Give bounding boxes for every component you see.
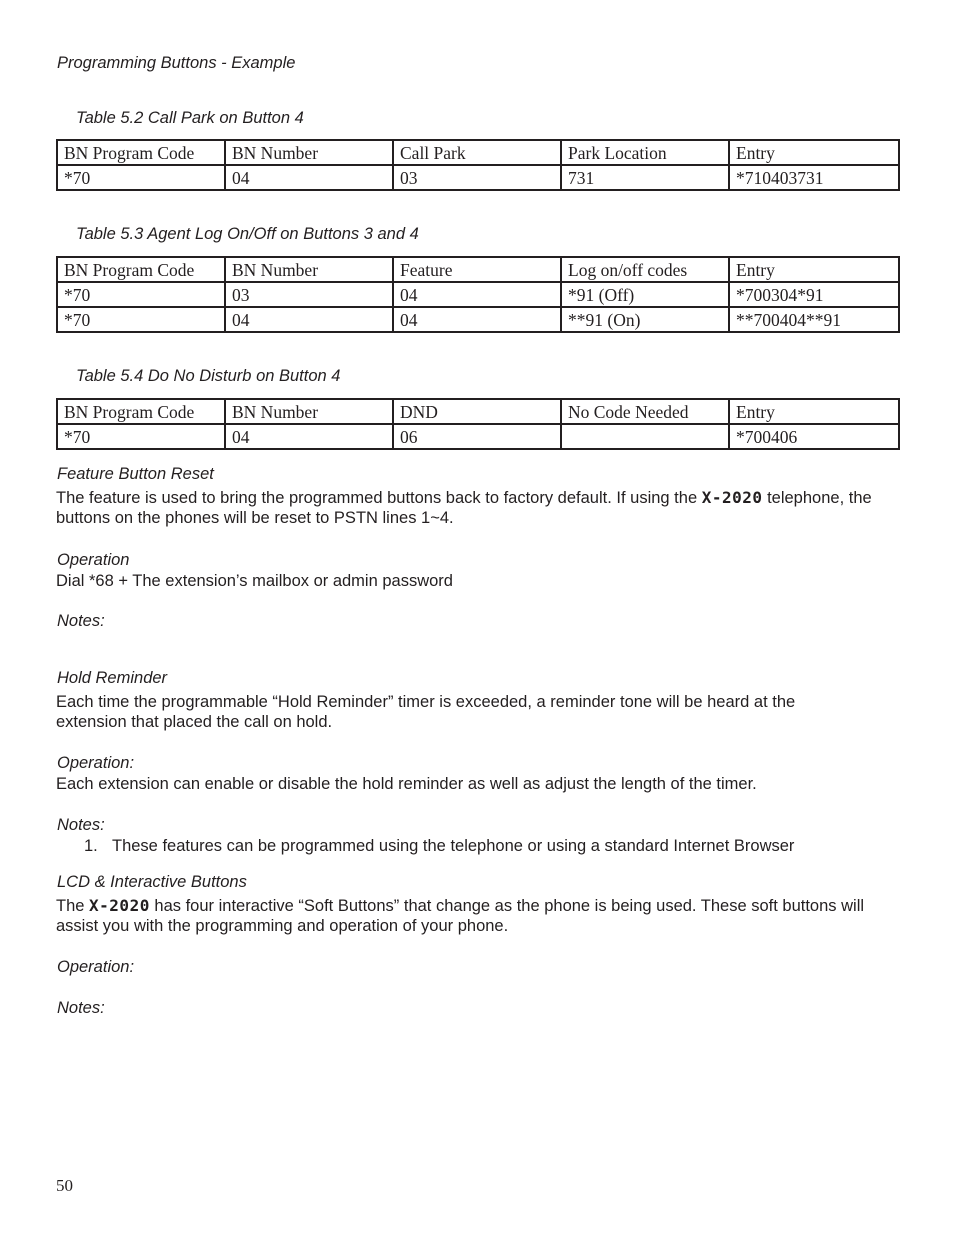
table-5-4-caption: Table 5.4 Do No Disturb on Button 4 — [76, 367, 341, 385]
header-cell: Park Location — [561, 140, 729, 165]
hold-reminder-text: Each time the programmable “Hold Reminder” timer is exceeded, a reminder tone will be heard at the extension that placed the call on hold. — [56, 693, 796, 731]
table-cell: 03 — [393, 165, 561, 190]
table-cell: *710403731 — [729, 165, 899, 190]
header-cell: Entry — [729, 140, 899, 165]
table-row — [57, 307, 899, 332]
operation-text: Each extension can enable or disable the hold reminder as well as adjust the length of the timer. — [56, 775, 757, 793]
table-5-2-caption: Table 5.2 Call Park on Button 4 — [76, 109, 304, 127]
table-cell: *70 — [57, 165, 225, 190]
table-cell: **700404**91 — [729, 307, 899, 332]
notes-heading: Notes: — [57, 816, 105, 834]
feature-button-reset-heading: Feature Button Reset — [57, 465, 214, 483]
table-cell: **91 (On) — [561, 307, 729, 332]
page-header: Programming Buttons - Example — [57, 54, 296, 72]
table-cell: *70 — [57, 282, 225, 307]
header-cell: BN Number — [225, 257, 393, 282]
table-cell: *70 — [57, 424, 225, 449]
header-cell: Entry — [729, 399, 899, 424]
table-cell: 04 — [393, 307, 561, 332]
table-5-4 — [56, 398, 900, 450]
table-cell: 03 — [225, 282, 393, 307]
hold-reminder-heading: Hold Reminder — [57, 669, 168, 687]
table-cell: 04 — [225, 424, 393, 449]
lcd-buttons-text-a: The — [56, 897, 90, 915]
header-cell: Feature — [393, 257, 561, 282]
table-5-3 — [56, 256, 900, 333]
header-cell: Log on/off codes — [561, 257, 729, 282]
table-cell: *700304*91 — [729, 282, 899, 307]
model-name: X-2020 — [701, 488, 763, 507]
table-cell: 731 — [561, 165, 729, 190]
page-number: 50 — [56, 1176, 73, 1195]
feature-button-reset-text-a: The feature is used to bring the programmed buttons back to factory default. If using the — [56, 489, 702, 507]
lcd-buttons-text — [56, 896, 886, 936]
notes-heading: Notes: — [57, 999, 105, 1017]
table-cell: 04 — [225, 165, 393, 190]
operation-heading: Operation: — [57, 958, 135, 976]
header-cell: DND — [393, 399, 561, 424]
table-5-3-caption: Table 5.3 Agent Log On/Off on Buttons 3 and 4 — [76, 225, 419, 243]
feature-button-reset-text-b: telephone, the buttons on the phones will be reset to PSTN lines 1~4. — [56, 489, 872, 527]
note-text: These features can be programmed using the telephone or using a standard Internet Browser — [112, 837, 795, 855]
table-cell: *700406 — [729, 424, 899, 449]
lcd-buttons-text-b: has four interactive “Soft Buttons” that change as the phone is being used. These soft buttons will assist you with the programming and operation of your phone. — [56, 897, 865, 935]
lcd-buttons-heading: LCD & Interactive Buttons — [57, 873, 247, 891]
table-cell: *70 — [57, 307, 225, 332]
header-cell: BN Number — [225, 140, 393, 165]
table-cell: 04 — [393, 282, 561, 307]
table-cell: 06 — [393, 424, 561, 449]
header-cell: Call Park — [393, 140, 561, 165]
header-cell: Entry — [729, 257, 899, 282]
table-row — [57, 282, 899, 307]
header-cell: No Code Needed — [561, 399, 729, 424]
table-cell: 04 — [225, 307, 393, 332]
table-header-row — [57, 257, 899, 282]
header-cell: BN Program Code — [57, 399, 225, 424]
operation-heading: Operation — [57, 551, 130, 569]
model-name: X-2020 — [89, 896, 150, 915]
table-cell: *91 (Off) — [561, 282, 729, 307]
table-cell — [561, 424, 729, 449]
feature-button-reset-text — [56, 488, 896, 528]
header-cell: BN Program Code — [57, 140, 225, 165]
table-header-row — [57, 140, 899, 165]
header-cell: BN Number — [225, 399, 393, 424]
header-cell: BN Program Code — [57, 257, 225, 282]
notes-heading: Notes: — [57, 612, 105, 630]
operation-text: Dial *68 + The extension’s mailbox or admin password — [56, 572, 453, 590]
note-number: 1. — [84, 837, 98, 855]
table-header-row — [57, 399, 899, 424]
table-5-2 — [56, 139, 900, 191]
table-row — [57, 424, 899, 449]
table-row — [57, 165, 899, 190]
operation-heading: Operation: — [57, 754, 135, 772]
